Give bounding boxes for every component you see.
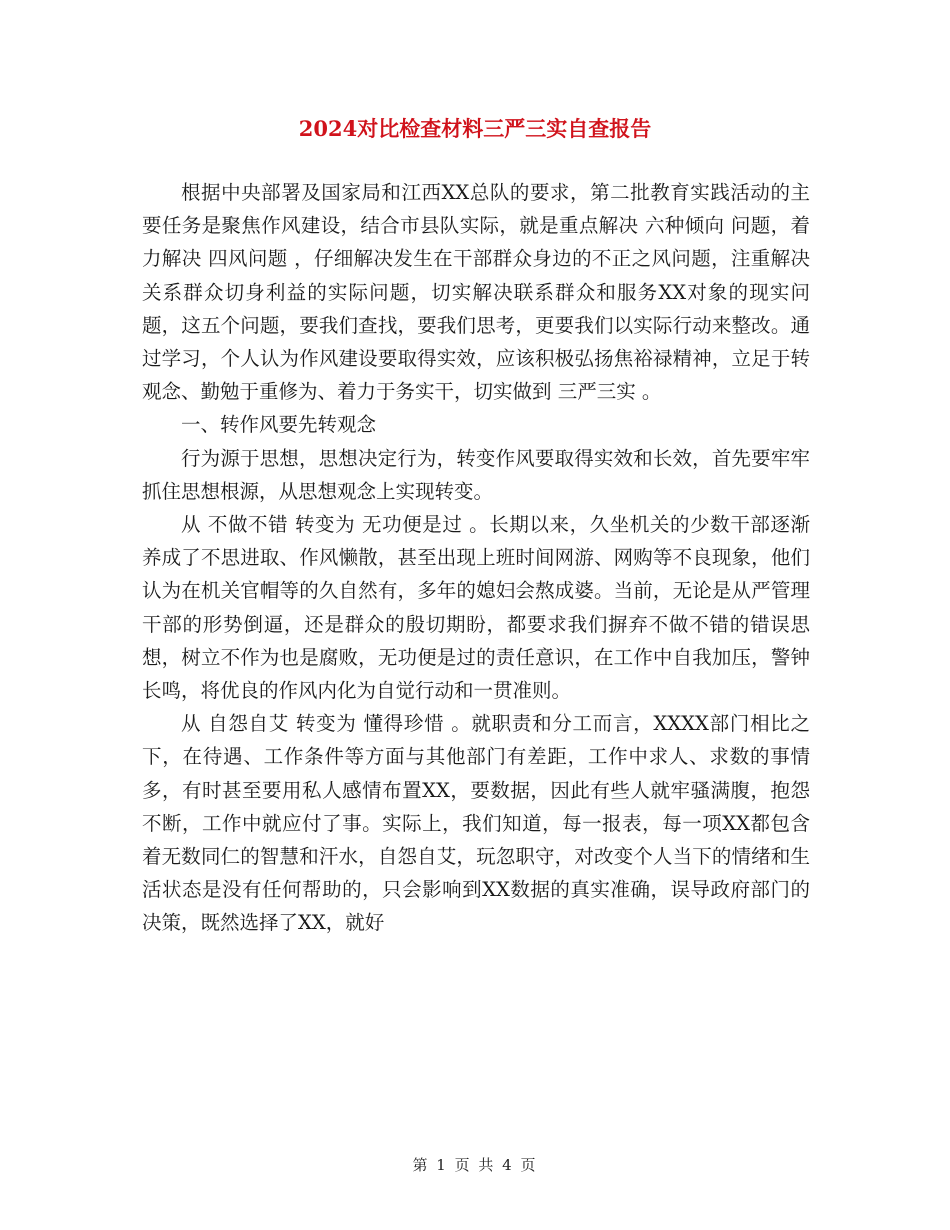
section-heading-1: 一、转作风要先转观念 bbox=[181, 413, 377, 437]
page-footer: 第 1 页 共 4 页 bbox=[412, 1156, 538, 1174]
paragraph-no-merit: 从 不做不错 转变为 无功便是过 。长期以来，久坐机关的少数干部逐渐养成了不思进取、作风懒散，甚至出现上班时间网游、网购等不良现象，他们认为在机关官帽等的久自然有，多年的媳妇会熬成婆。当前，无论是从严管理干部的形势倒逼，还是群众的殷切期盼，都要求我们摒弃不做不错的错误思想，树立不作为也是腐败，无功便是过的责任意识，在工作中自我加压，警钟长鸣，将优良的作风内化为自觉行动和一贯准则。 bbox=[142, 513, 810, 703]
paragraph-thought: 行为源于思想，思想决定行为，转变作风要取得实效和长效，首先要牢牢抓住思想根源，从思想观念上实现转变。 bbox=[142, 446, 810, 503]
paragraph-intro: 根据中央部署及国家局和江西XX总队的要求，第二批教育实践活动的主要任务是聚焦作风建设，结合市县队实际，就是重点解决 六种倾向 问题，着力解决 四风问题 ，仔细解决发生在干部群众身边的不正之风问题，注重解决关系群众切身利益的实际问题，切实解决联系群众和服务XX对象的现实问题，这五个问题，要我们查找，要我们思考，更要我们以实际行动来整改。通过学习，个人认为作风建设要取得实效，应该积极弘扬焦裕禄精神，立足于转观念、勤勉于重修为、着力于务实干，切实做到 三严三实 。 bbox=[142, 181, 810, 404]
document-title: 2024对比检查材料三严三实自查报告 bbox=[298, 116, 652, 141]
paragraph-cherish: 从 自怨自艾 转变为 懂得珍惜 。就职责和分工而言，XXXX部门相比之下，在待遇、工作条件等方面与其他部门有差距，工作中求人、求数的事情多，有时甚至要用私人感情布置XX，要数据，因此有些人就牢骚满腹，抱怨不断，工作中就应付了事。实际上，我们知道，每一报表，每一项XX都包含着无数同仁的智慧和汗水，自怨自艾，玩忽职守，对改变个人当下的情绪和生活状态是没有任何帮助的，只会影响到XX数据的真实准确，误导政府部门的决策，既然选择了XX，就好 bbox=[142, 712, 810, 935]
document-body bbox=[142, 176, 810, 940]
